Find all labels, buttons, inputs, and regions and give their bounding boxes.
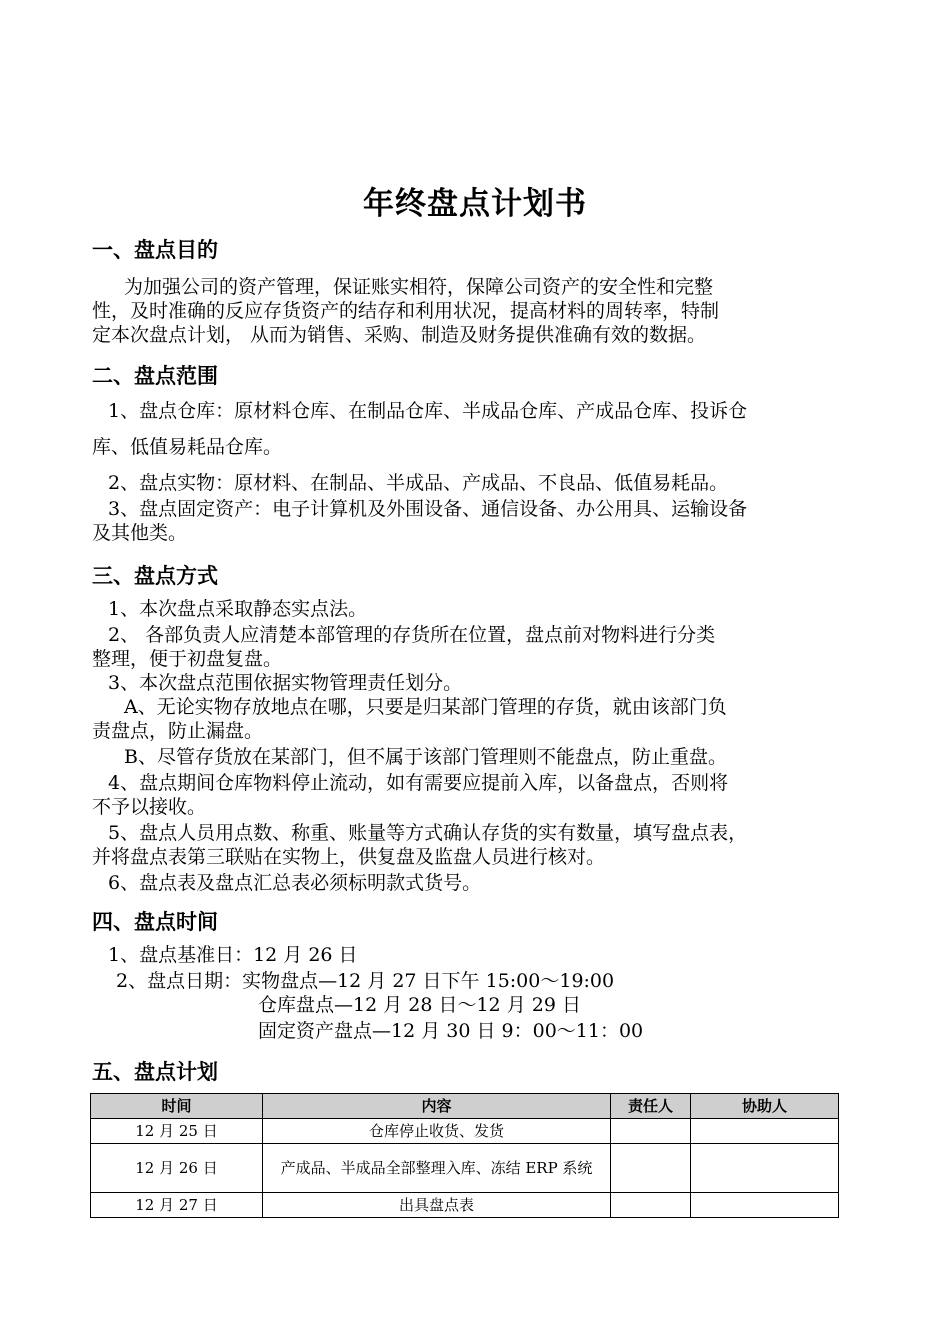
time-line-1: 1、盘点基准日：12 月 26 日 xyxy=(108,944,358,966)
method-line-3: 整理，便于初盘复盘。 xyxy=(92,648,283,670)
method-line-5: A、无论实物存放地点在哪，只要是归某部门管理的存货，就由该部门负 xyxy=(124,696,727,718)
method-line-6: 责盘点，防止漏盘。 xyxy=(92,720,264,742)
scope-line-2: 库、低值易耗品仓库。 xyxy=(92,436,283,458)
section-heading-time: 四、盘点时间 xyxy=(92,910,218,934)
time-line-2: 2、盘点日期：实物盘点—12 月 27 日下午 15:00～19:00 xyxy=(116,970,615,992)
scope-line-3: 2、盘点实物：原材料、在制品、半成品、产成品、不良品、低值易耗品。 xyxy=(108,472,729,494)
scope-line-4: 3、盘点固定资产：电子计算机及外围设备、通信设备、办公用具、运输设备 xyxy=(108,498,748,520)
section-heading-purpose: 一、盘点目的 xyxy=(92,238,218,262)
cell-time: 12 月 26 日 xyxy=(91,1144,263,1193)
scope-line-5: 及其他类。 xyxy=(92,522,188,544)
cell-content: 仓库停止收货、发货 xyxy=(263,1119,611,1144)
cell-time: 12 月 27 日 xyxy=(91,1193,263,1218)
plan-table-header-row xyxy=(91,1094,839,1119)
cell-owner xyxy=(611,1119,691,1144)
scope-line-1: 1、盘点仓库：原材料仓库、在制品仓库、半成品仓库、产成品仓库、投诉仓 xyxy=(108,400,748,422)
method-line-10: 5、盘点人员用点数、称重、账量等方式确认存货的实有数量，填写盘点表， xyxy=(108,822,748,844)
column-header-owner: 责任人 xyxy=(611,1094,691,1119)
section-heading-plan: 五、盘点计划 xyxy=(92,1060,218,1084)
column-header-content: 内容 xyxy=(263,1094,611,1119)
time-line-3: 仓库盘点—12 月 28 日～12 月 29 日 xyxy=(258,994,581,1016)
method-line-11: 并将盘点表第三联贴在实物上，供复盘及监盘人员进行核对。 xyxy=(92,846,606,868)
method-line-7: B、尽管存货放在某部门，但不属于该部门管理则不能盘点，防止重盘。 xyxy=(124,746,727,768)
purpose-line-1: 为加强公司的资产管理，保证账实相符，保障公司资产的安全性和完整 xyxy=(124,276,714,298)
cell-owner xyxy=(611,1193,691,1218)
plan-table xyxy=(90,1093,839,1218)
section-heading-method: 三、盘点方式 xyxy=(92,564,218,588)
cell-content: 产成品、半成品全部整理入库、冻结 ERP 系统 xyxy=(263,1144,611,1193)
document-title: 年终盘点计划书 xyxy=(363,186,587,222)
cell-assistant xyxy=(691,1193,839,1218)
method-line-2: 2、 各部负责人应清楚本部管理的存货所在位置，盘点前对物料进行分类 xyxy=(108,624,716,646)
cell-assistant xyxy=(691,1144,839,1193)
purpose-line-2: 性，及时准确的反应存货资产的结存和利用状况，提高材料的周转率，特制 xyxy=(92,300,720,322)
section-heading-scope: 二、盘点范围 xyxy=(92,364,218,388)
purpose-line-3: 定本次盘点计划， 从而为销售、采购、制造及财务提供准确有效的数据。 xyxy=(92,324,707,346)
column-header-assistant: 协助人 xyxy=(691,1094,839,1119)
table-row xyxy=(91,1144,839,1193)
column-header-time: 时间 xyxy=(91,1094,263,1119)
cell-content: 出具盘点表 xyxy=(263,1193,611,1218)
method-line-9: 不予以接收。 xyxy=(92,796,207,818)
method-line-4: 3、本次盘点范围依据实物管理责任划分。 xyxy=(108,672,463,694)
method-line-8: 4、盘点期间仓库物料停止流动，如有需要应提前入库，以备盘点，否则将 xyxy=(108,772,729,794)
cell-owner xyxy=(611,1144,691,1193)
method-line-12: 6、盘点表及盘点汇总表必须标明款式货号。 xyxy=(108,872,482,894)
method-line-1: 1、本次盘点采取静态实点法。 xyxy=(108,598,368,620)
table-row xyxy=(91,1119,839,1144)
table-row xyxy=(91,1193,839,1218)
time-line-4: 固定资产盘点—12 月 30 日 9：00～11：00 xyxy=(258,1020,644,1042)
cell-assistant xyxy=(691,1119,839,1144)
cell-time: 12 月 25 日 xyxy=(91,1119,263,1144)
